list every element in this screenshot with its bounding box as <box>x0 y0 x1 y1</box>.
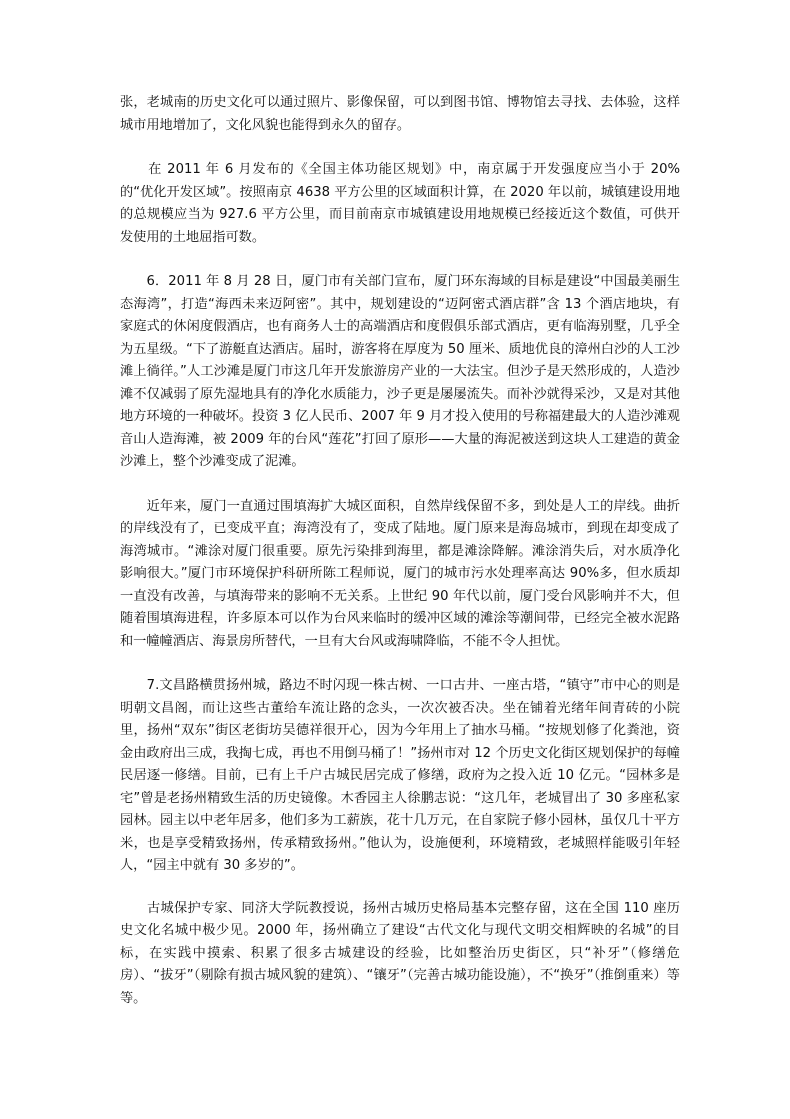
paragraph-gap <box>120 653 680 675</box>
paragraph-xiamen-reclamation: 近年来，厦门一直通过围填海扩大城区面积，自然岸线保留不多，到处是人工的岸线。曲折的岸线没有了，已变成平直；海湾没有了，变成了陆地。厦门原来是海岛城市，到现在却变成了海湾城市。“滩涂对厦门很重要。原先污染排到海里，都是滩涂降解。滩涂消失后，对水质净化影响很大。”厦门市环境保护科研所陈工程师说，厦门的城市污水处理率高达 90%多，但水质却一直没有改善，与填海带来的影响不无关系。上世纪 90 年代以前，厦门受台风影响并不大，但随着围填海进程，许多原本可以作为台风来临时的缓冲区域的滩涂等潮间带，已经完全被水泥路和一幢幢酒店、海景房所替代，一旦有大台风或海啸降临，不能不令人担忧。 <box>120 498 680 649</box>
document-body <box>120 92 680 1010</box>
paragraph-nanjing-planning: 在 2011 年 6 月发布的《全国主体功能区规划》中，南京属于开发强度应当小于 20%的“优化开发区域”。按照南京 4638 平方公里的区域面积计算，在 2020 年以前，城镇建设用地的总规模应当为 927.6 平方公里，而目前南京市城镇建设用地规模已经接近这个数值，可供开发使用的土地屈指可数。 <box>120 162 680 245</box>
paragraph-gap <box>120 249 680 271</box>
paragraph-nanjing-continued: 张，老城南的历史文化可以通过照片、影像保留，可以到图书馆、博物馆去寻找、去体验，这样城市用地增加了，文化风貌也能得到永久的留存。 <box>120 95 680 133</box>
paragraph-gap <box>120 137 680 159</box>
paragraph-gap <box>120 474 680 496</box>
paragraph-yangzhou-conservation: 古城保护专家、同济大学阮教授说，扬州古城历史格局基本完整存留，这在全国 110 座历史文化名城中极少见。2000 年，扬州确立了建设“古代文化与现代文明交相辉映的名城”的目标，在实践中摸索、积累了很多古城建设的经验，比如整治历史街区，只“补牙”（修缮危房）、“拔牙”（剔除有损古城风貌的建筑）、“镶牙”（完善古城功能设施），不“换牙”（推倒重来）等等。 <box>120 900 680 1006</box>
paragraph-yangzhou-wenchang: 7.文昌路横贯扬州城，路边不时闪现一株古树、一口古井、一座古塔，“镇守”市中心的则是明朝文昌阁，而让这些古董给车流让路的念头，一次次被否决。坐在铺着光绪年间青砖的小院里，扬州“双东”街区老街坊吴德祥很开心，因为今年用上了抽水马桶。“按规划修了化粪池，资金由政府出三成，我掏七成，再也不用倒马桶了！”扬州市对 12 个历史文化街区规划保护的每幢民居逐一修缮。目前，已有上千户古城民居完成了修缮，政府为之投入近 10 亿元。“园林多是宅”曾是老扬州精致生活的历史镜像。木香园主人徐鹏志说：“这几年，老城冒出了 30 多座私家园林。园主以中老年居多，他们多为工薪族，花十几万元，在自家院子修小园林，虽仅几十平方米，也是享受精致扬州，传承精致扬州。”他认为，设施便利，环境精致，老城照样能吸引年轻人，“园主中就有 30 多岁的”。 <box>120 678 680 873</box>
paragraph-xiamen-beach: 6．2011 年 8 月 28 日，厦门市有关部门宣布，厦门环东海域的目标是建设“中国最美丽生态海湾”，打造“海西未来迈阿密”。其中，规划建设的“迈阿密式酒店群”含 13 个酒店地块，有家庭式的休闲度假酒店，也有商务人士的高端酒店和度假俱乐部式酒店，更有临海别墅，几乎全为五星级。“下了游艇直达酒店。届时，游客将在厚度为 50 厘米、质地优良的漳州白沙的人工沙滩上徜徉。”人工沙滩是厦门市这几年开发旅游房产业的一大法宝。但沙子是天然形成的，人造沙滩不仅减弱了原先湿地具有的净化水质能力，沙子更是屡屡流失。而补沙就得采沙，又是对其他地方环境的一种破坏。投资 3 亿人民币、2007 年 9 月才投入使用的号称福建最大的人造沙滩观音山人造海滩，被 2009 年的台风“莲花”打回了原形——大量的海泥被送到这块人工建造的黄金沙滩上，整个沙滩变成了泥滩。 <box>120 274 680 469</box>
paragraph-gap <box>120 878 680 898</box>
